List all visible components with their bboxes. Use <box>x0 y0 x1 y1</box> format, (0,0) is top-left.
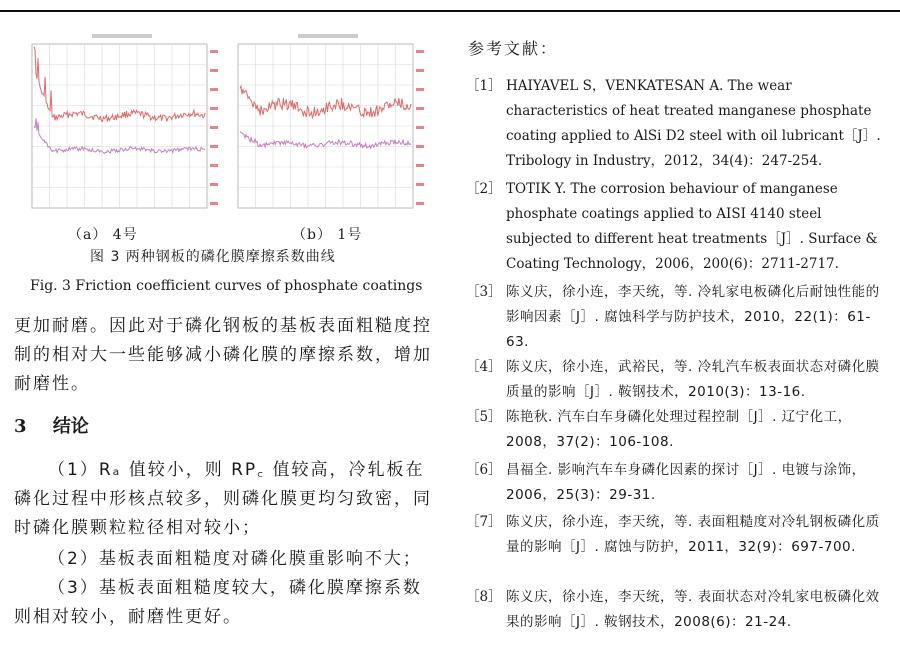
axis-tick-label <box>210 107 218 110</box>
axis-tick-label <box>210 145 218 148</box>
chart-a <box>22 30 220 220</box>
paragraph-continuation: 更加耐磨。因此对于磷化钢板的基板表面粗糙度控制的相对大一些能够减小磷化膜的摩擦系数，增加耐磨性。 <box>14 316 432 394</box>
reference-item <box>466 585 886 635</box>
axis-tick-label <box>416 183 424 186</box>
axis-tick-label <box>416 126 424 129</box>
reference-number: ［8］ <box>466 589 502 605</box>
reference-number: ［4］ <box>466 359 502 375</box>
axis-tick-label <box>416 107 424 110</box>
conclusion-item-3: （3）基板表面粗糙度较大，磷化膜摩擦系数则相对较小，耐磨性更好。 <box>14 578 422 627</box>
conclusion-item-1: （1）Rₐ 值较小，则 RP꜀ 值较高，冷轧板在磷化过程中形核点较多，则磷化膜更均匀致密，同时磷化膜颗粒粒径相对较小； <box>14 460 432 538</box>
section-title: 结论 <box>52 416 89 437</box>
axis-tick-label <box>210 69 218 72</box>
reference-item <box>466 510 886 560</box>
axis-tick-label <box>210 126 218 129</box>
reference-text: 陈艳秋. 汽车白车身磷化处理过程控制［J］. 辽宁化工，2008，37(2)：106-108. <box>506 409 852 450</box>
reference-text: TOTIK Y. The corrosion behaviour of manganese phosphate coatings applied to AISI 4140 steel subjected to different heat treatments［J］. Surface & Coating Technology，2006，200(6)：2711-2717. <box>506 181 878 272</box>
reference-item <box>466 405 886 455</box>
figure-caption-zh: 图 3 两种钢板的磷化膜摩擦系数曲线 <box>90 249 336 265</box>
figure-3 <box>22 30 432 230</box>
axis-tick-label <box>210 202 218 205</box>
conclusion-item-2: （2）基板表面粗糙度对磷化膜重影响不大； <box>48 549 422 569</box>
top-rule <box>0 10 900 12</box>
chart-b-plot <box>228 30 426 220</box>
reference-number: ［2］ <box>466 181 502 197</box>
reference-number: ［5］ <box>466 409 502 425</box>
axis-tick-label <box>416 88 424 91</box>
axis-tick-label <box>210 50 218 53</box>
reference-text: 陈义庆，徐小连，李天统，等. 冷轧家电板磷化后耐蚀性能的影响因素［J］. 腐蚀科学与防护技术，2010，22(1)：61-63. <box>506 284 880 350</box>
reference-number: ［3］ <box>466 284 502 300</box>
chart-a-plot <box>22 30 220 220</box>
reference-number: ［7］ <box>466 514 502 530</box>
reference-item <box>466 280 886 355</box>
plot-title-mark <box>298 34 358 38</box>
reference-text: 陈义庆，徐小连，李天统，等. 表面状态对冷轧家电板磷化效果的影响［J］. 鞍钢技术，2008(6)：21-24. <box>506 589 880 630</box>
reference-item <box>466 458 886 508</box>
reference-number: ［6］ <box>466 462 502 478</box>
reference-text: 陈义庆，徐小连，李天统，等. 表面粗糙度对冷轧钢板磷化质量的影响［J］. 腐蚀与防护，2011，32(9)：697-700. <box>506 514 880 555</box>
axis-tick-label <box>210 88 218 91</box>
axis-tick-label <box>210 183 218 186</box>
figure-caption-en: Fig. 3 Friction coefficient curves of phosphate coatings <box>30 278 423 294</box>
axis-tick-label <box>416 69 424 72</box>
axis-tick-label <box>210 164 218 167</box>
reference-item <box>466 177 886 277</box>
section-heading <box>14 412 89 438</box>
reference-number: ［1］ <box>466 78 502 94</box>
chart-b <box>228 30 426 220</box>
reference-text: HAIYAVEL S，VENKATESAN A. The wear characteristics of heat treated manganese phosphate coating applied to AlSi D2 steel with oil lubricant［J］. Tribology in Industry，2012，34(4)：247-254. <box>506 78 881 169</box>
reference-item <box>466 355 886 405</box>
axis-tick-label <box>416 50 424 53</box>
reference-item <box>466 74 886 174</box>
axis-tick-label <box>416 164 424 167</box>
section-number: 3 <box>14 416 27 437</box>
subcaption-b: （b） 1号 <box>292 227 363 243</box>
subcaption-a: （a） 4号 <box>68 227 138 243</box>
plot-title-mark <box>92 34 152 38</box>
references-title: 参考文献： <box>468 39 559 58</box>
reference-text: 陈义庆，徐小连，武裕民，等. 冷轧汽车板表面状态对磷化膜质量的影响［J］. 鞍钢技术，2010(3)：13-16. <box>506 359 880 400</box>
axis-tick-label <box>416 202 424 205</box>
axis-tick-label <box>416 145 424 148</box>
reference-text: 昌福全. 影响汽车车身磷化因素的探讨［J］. 电镀与涂饰，2006，25(3)：29-31. <box>506 462 866 503</box>
